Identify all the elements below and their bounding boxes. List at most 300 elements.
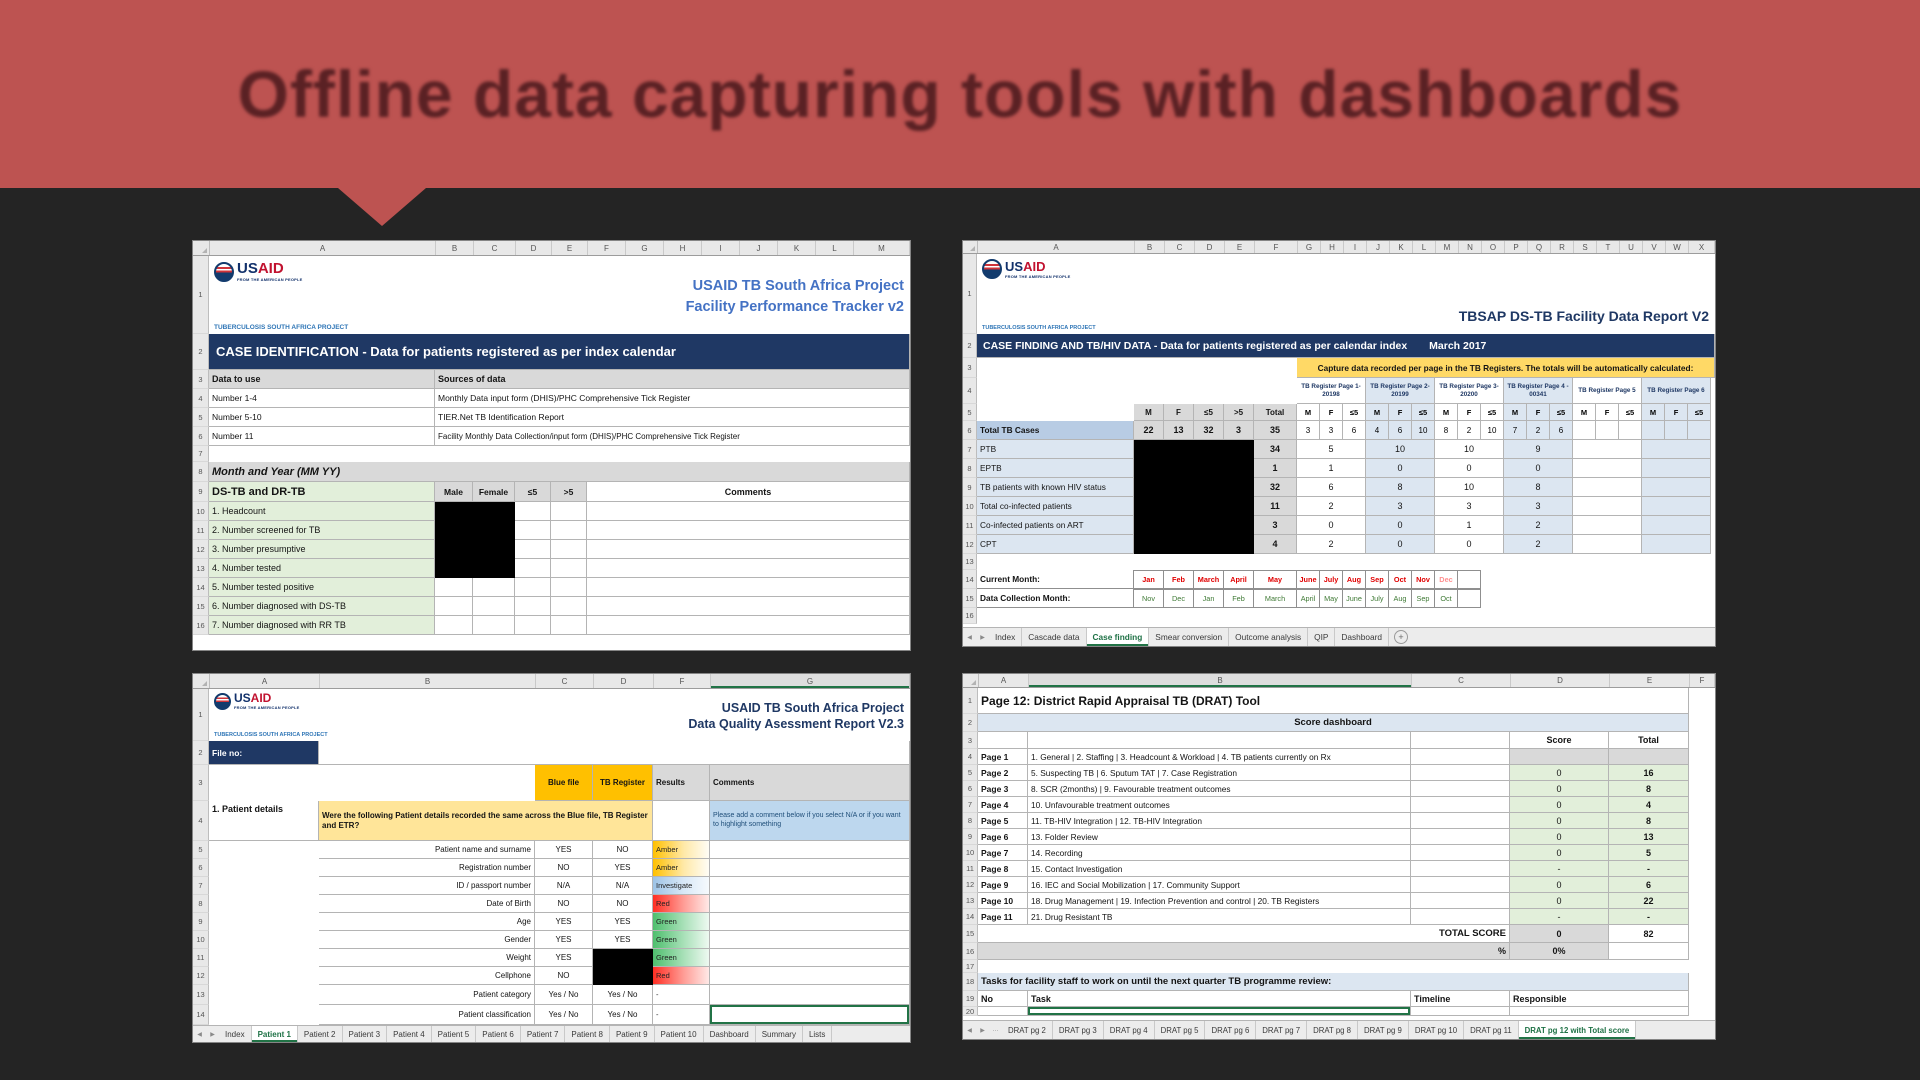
blank-cell[interactable] — [209, 859, 319, 877]
comment-cell[interactable] — [587, 597, 910, 616]
row-number[interactable]: 14 — [193, 578, 209, 597]
row-number[interactable]: 6 — [193, 859, 209, 877]
column-header[interactable]: M — [1436, 241, 1459, 253]
column-header[interactable]: L — [816, 241, 854, 255]
sub-column-header[interactable]: M — [1297, 404, 1320, 421]
row-number[interactable]: 8 — [193, 462, 209, 482]
total-score-label[interactable]: TOTAL SCORE — [978, 925, 1510, 943]
row-number[interactable]: 11 — [193, 949, 209, 967]
page-value-cell[interactable]: 10 — [1435, 478, 1504, 497]
value-cell[interactable] — [551, 521, 587, 540]
column-header[interactable]: A — [978, 241, 1135, 253]
blank-cell[interactable] — [209, 446, 910, 462]
total-cell[interactable]: 6 — [1609, 877, 1689, 893]
current-month-label[interactable]: Current Month: — [977, 570, 1134, 589]
result-cell[interactable]: Green — [653, 931, 710, 949]
sheet-tab[interactable]: DRAT pg 9 — [1358, 1021, 1409, 1039]
sheet-tab[interactable]: Dashboard — [1335, 628, 1389, 646]
indicator-label[interactable]: 6. Number diagnosed with DS-TB — [209, 597, 435, 616]
row-number[interactable]: 7 — [963, 440, 977, 459]
value-cell[interactable] — [473, 597, 515, 616]
page-value-cell[interactable] — [1573, 440, 1642, 459]
column-header[interactable]: A — [210, 674, 320, 688]
month-cell[interactable] — [1458, 570, 1481, 589]
month-cell[interactable]: July — [1320, 570, 1343, 589]
total-cell[interactable]: 16 — [1609, 765, 1689, 781]
row-label[interactable]: EPTB — [977, 459, 1134, 478]
register-value[interactable]: N/A — [593, 877, 653, 895]
column-header[interactable]: C — [1412, 674, 1511, 687]
blue-file-value[interactable]: YES — [535, 949, 593, 967]
page-value-cell[interactable]: 8 — [1435, 421, 1458, 440]
comments-header[interactable]: Comments — [587, 482, 910, 502]
no-cell[interactable] — [978, 1007, 1028, 1016]
sheet-tab[interactable]: Patient 3 — [343, 1026, 388, 1042]
page-value-cell[interactable]: 10 — [1412, 421, 1435, 440]
page-label[interactable]: Page 6 — [978, 829, 1028, 845]
page-label[interactable]: Page 7 — [978, 845, 1028, 861]
page-label[interactable]: Page 4 — [978, 797, 1028, 813]
sheet-tab[interactable]: DRAT pg 8 — [1307, 1021, 1358, 1039]
page-value-cell[interactable] — [1596, 421, 1619, 440]
value-cell[interactable]: 32 — [1194, 421, 1224, 440]
blank-cell[interactable] — [1411, 877, 1510, 893]
result-cell[interactable]: Green — [653, 949, 710, 967]
row-number[interactable]: 16 — [193, 616, 209, 635]
value-cell[interactable] — [515, 521, 551, 540]
blank-cell[interactable] — [209, 1005, 319, 1025]
page-desc[interactable]: 14. Recording — [1028, 845, 1411, 861]
capture-note[interactable]: Capture data recorded per page in the TB Registers. The totals will be automatically calculated: — [1297, 358, 1715, 378]
column-header[interactable]: D — [1195, 241, 1225, 253]
column-header[interactable]: S — [1574, 241, 1597, 253]
comment-cell[interactable] — [710, 967, 910, 985]
comment-cell[interactable] — [710, 895, 910, 913]
value-cell[interactable] — [435, 616, 473, 635]
blue-file-value[interactable]: YES — [535, 913, 593, 931]
field-label[interactable]: Cellphone — [319, 967, 535, 985]
blank-cell[interactable] — [977, 554, 1715, 570]
column-header[interactable]: D — [1511, 674, 1610, 687]
page-value-cell[interactable]: 6 — [1343, 421, 1366, 440]
month-cell[interactable]: Dec — [1435, 570, 1458, 589]
row-number[interactable]: 4 — [963, 378, 977, 404]
sheet-tab[interactable]: DRAT pg 12 with Total score — [1519, 1021, 1637, 1039]
page-value-cell[interactable]: 8 — [1504, 478, 1573, 497]
row-number[interactable]: 15 — [193, 597, 209, 616]
section-banner[interactable] — [977, 334, 1715, 358]
score-cell[interactable]: 0 — [1510, 893, 1609, 909]
page-value-cell[interactable] — [1642, 535, 1711, 554]
number-range-cell[interactable]: Number 5-10 — [209, 408, 435, 427]
page-value-cell[interactable]: 2 — [1504, 535, 1573, 554]
gt5-header[interactable]: >5 — [551, 482, 587, 502]
page-value-cell[interactable] — [1642, 516, 1711, 535]
result-cell[interactable]: - — [653, 1005, 710, 1025]
row-number[interactable]: 19 — [963, 991, 978, 1007]
row-label[interactable]: Total TB Cases — [977, 421, 1134, 440]
page-value-cell[interactable] — [1619, 421, 1642, 440]
result-cell[interactable]: - — [653, 985, 710, 1005]
selected-comment-cell[interactable] — [710, 1005, 910, 1025]
m-header[interactable]: M — [1134, 404, 1164, 421]
page-desc[interactable]: 10. Unfavourable treatment outcomes — [1028, 797, 1411, 813]
total-cell[interactable]: - — [1609, 861, 1689, 877]
more-tabs-icon[interactable]: … — [992, 1027, 999, 1033]
row-number[interactable]: 4 — [193, 389, 209, 408]
value-cell[interactable] — [435, 597, 473, 616]
blank-cell[interactable] — [209, 931, 319, 949]
month-cell[interactable]: April — [1297, 589, 1320, 608]
page-value-cell[interactable]: 6 — [1297, 478, 1366, 497]
sheet-tab[interactable]: Patient 7 — [521, 1026, 566, 1042]
page-value-cell[interactable]: 2 — [1527, 421, 1550, 440]
page-value-cell[interactable]: 3 — [1504, 497, 1573, 516]
column-header[interactable]: C — [536, 674, 594, 688]
value-cell[interactable] — [473, 616, 515, 635]
indicator-label[interactable]: 5. Number tested positive — [209, 578, 435, 597]
score-cell[interactable]: 0 — [1510, 781, 1609, 797]
total-cell[interactable]: 4 — [1609, 797, 1689, 813]
sub-column-header[interactable]: F — [1665, 404, 1688, 421]
column-header[interactable]: E — [1225, 241, 1255, 253]
field-label[interactable]: Patient name and surname — [319, 841, 535, 859]
column-header[interactable]: Q — [1528, 241, 1551, 253]
row-number[interactable]: 9 — [193, 913, 209, 931]
select-all-corner[interactable] — [193, 241, 210, 255]
gt5-header[interactable]: >5 — [1224, 404, 1254, 421]
column-header[interactable]: X — [1689, 241, 1715, 253]
column-header[interactable]: F — [1690, 674, 1715, 687]
row-number[interactable]: 10 — [193, 502, 209, 521]
month-cell[interactable]: May — [1254, 570, 1297, 589]
sub-column-header[interactable]: ≤5 — [1619, 404, 1642, 421]
comment-cell[interactable] — [587, 559, 910, 578]
row-number[interactable]: 14 — [963, 570, 977, 589]
result-cell[interactable]: Amber — [653, 841, 710, 859]
page-value-cell[interactable]: 6 — [1550, 421, 1573, 440]
blank-cell[interactable] — [209, 895, 319, 913]
row-number[interactable]: 6 — [963, 781, 978, 797]
blank-cell[interactable] — [209, 877, 319, 895]
blue-file-value[interactable]: YES — [535, 841, 593, 859]
page-value-cell[interactable]: 1 — [1297, 459, 1366, 478]
page-value-cell[interactable] — [1573, 421, 1596, 440]
register-value[interactable]: YES — [593, 931, 653, 949]
value-cell[interactable] — [551, 540, 587, 559]
page-value-cell[interactable]: 2 — [1297, 535, 1366, 554]
month-cell[interactable]: Nov — [1134, 589, 1164, 608]
page-value-cell[interactable] — [1642, 440, 1711, 459]
tab-nav-right-icon[interactable]: ▶ — [210, 1031, 215, 1038]
value-cell[interactable] — [515, 597, 551, 616]
row-number[interactable]: 5 — [193, 841, 209, 859]
page-value-cell[interactable] — [1642, 478, 1711, 497]
indicator-label[interactable]: 2. Number screened for TB — [209, 521, 435, 540]
total-score-value[interactable]: 0 — [1510, 925, 1609, 943]
comment-note[interactable]: Please add a comment below if you select N/A or if you want to highlight something — [710, 801, 910, 841]
month-cell[interactable]: April — [1224, 570, 1254, 589]
row-number[interactable]: 2 — [963, 714, 978, 732]
score-cell[interactable]: 0 — [1510, 813, 1609, 829]
row-number[interactable]: 4 — [963, 749, 978, 765]
page-desc[interactable]: 21. Drug Resistant TB — [1028, 909, 1411, 925]
number-range-cell[interactable]: Number 1-4 — [209, 389, 435, 408]
blank-cell[interactable] — [209, 985, 319, 1005]
indicator-label[interactable]: 7. Number diagnosed with RR TB — [209, 616, 435, 635]
sheet-tab[interactable]: Smear conversion — [1149, 628, 1229, 646]
blank-cell[interactable] — [1411, 781, 1510, 797]
row-number[interactable]: 11 — [963, 516, 977, 535]
tab-nav-left-icon[interactable]: ◀ — [967, 1027, 972, 1034]
sub-column-header[interactable]: F — [1527, 404, 1550, 421]
column-header[interactable]: C — [474, 241, 516, 255]
sub-column-header[interactable]: M — [1435, 404, 1458, 421]
value-cell[interactable]: 22 — [1134, 421, 1164, 440]
score-cell[interactable]: 0 — [1510, 877, 1609, 893]
sub-column-header[interactable]: ≤5 — [1688, 404, 1711, 421]
indicator-label[interactable]: 4. Number tested — [209, 559, 435, 578]
row-number[interactable]: 15 — [963, 589, 977, 608]
page-value-cell[interactable]: 0 — [1366, 459, 1435, 478]
blank-cell[interactable] — [209, 967, 319, 985]
page-value-cell[interactable] — [1573, 459, 1642, 478]
sheet-tab[interactable]: DRAT pg 5 — [1155, 1021, 1206, 1039]
responsible-header[interactable]: Responsible — [1510, 991, 1689, 1007]
column-header[interactable]: I — [702, 241, 740, 255]
result-cell[interactable]: Investigate — [653, 877, 710, 895]
row-number[interactable]: 10 — [963, 497, 977, 516]
sheet-tab[interactable]: DRAT pg 6 — [1205, 1021, 1256, 1039]
row-number[interactable]: 7 — [193, 877, 209, 895]
sheet-tab[interactable]: Outcome analysis — [1229, 628, 1308, 646]
blue-file-value[interactable]: NO — [535, 895, 593, 913]
row-number[interactable]: 4 — [193, 801, 209, 841]
row-number[interactable]: 2 — [963, 334, 977, 358]
page-desc[interactable]: 18. Drug Management | 19. Infection Prevention and control | 20. TB Registers — [1028, 893, 1411, 909]
question-cell[interactable]: Were the following Patient details recorded the same across the Blue file, TB Register and ETR? — [319, 801, 653, 841]
column-header[interactable]: L — [1413, 241, 1436, 253]
register-value[interactable]: NO — [593, 895, 653, 913]
timeline-header[interactable]: Timeline — [1411, 991, 1510, 1007]
month-cell[interactable]: Feb — [1224, 589, 1254, 608]
column-header[interactable]: D — [516, 241, 552, 255]
file-no-label[interactable]: File no: — [209, 741, 319, 765]
value-cell[interactable] — [515, 540, 551, 559]
column-header[interactable]: U — [1620, 241, 1643, 253]
page-value-cell[interactable] — [1665, 421, 1688, 440]
blank-cell[interactable] — [978, 732, 1028, 749]
month-year-cell[interactable]: Month and Year (MM YY) — [209, 462, 910, 482]
sheet-tab[interactable]: Patient 10 — [655, 1026, 704, 1042]
row-number[interactable]: 5 — [193, 408, 209, 427]
row-number[interactable]: 7 — [963, 797, 978, 813]
row-label[interactable]: CPT — [977, 535, 1134, 554]
row-label[interactable]: Total co-infected patients — [977, 497, 1134, 516]
row-number[interactable]: 2 — [193, 741, 209, 765]
blank-cell[interactable] — [1411, 813, 1510, 829]
column-header[interactable]: F — [588, 241, 626, 255]
page-value-cell[interactable] — [1573, 516, 1642, 535]
source-cell[interactable]: Facility Monthly Data Collection/input form (DHIS)/PHC Comprehensive Tick Register — [435, 427, 910, 446]
month-cell[interactable]: June — [1297, 570, 1320, 589]
page-value-cell[interactable]: 1 — [1435, 516, 1504, 535]
column-header[interactable]: B — [320, 674, 536, 688]
sub-column-header[interactable]: ≤5 — [1550, 404, 1573, 421]
column-header[interactable]: P — [1505, 241, 1528, 253]
register-value[interactable]: YES — [593, 913, 653, 931]
row-number[interactable]: 3 — [193, 370, 209, 389]
blank-cell[interactable] — [1609, 943, 1689, 960]
sub-column-header[interactable]: F — [1596, 404, 1619, 421]
page-label[interactable]: Page 10 — [978, 893, 1028, 909]
row-number[interactable]: 11 — [963, 861, 978, 877]
blank-cell[interactable] — [209, 765, 535, 801]
sheet-tab[interactable]: Summary — [756, 1026, 803, 1042]
column-header[interactable]: V — [1643, 241, 1666, 253]
row-number[interactable]: 12 — [193, 540, 209, 559]
row-number[interactable]: 12 — [193, 967, 209, 985]
register-page-header[interactable] — [1573, 378, 1642, 404]
month-cell[interactable]: Oct — [1389, 570, 1412, 589]
comment-cell[interactable] — [587, 540, 910, 559]
page-value-cell[interactable] — [1573, 497, 1642, 516]
column-header[interactable]: J — [740, 241, 778, 255]
column-header[interactable]: W — [1666, 241, 1689, 253]
month-cell[interactable]: May — [1320, 589, 1343, 608]
sheet-tab[interactable]: Index — [219, 1026, 252, 1042]
month-cell[interactable]: Feb — [1164, 570, 1194, 589]
comment-cell[interactable] — [710, 931, 910, 949]
page-value-cell[interactable]: 8 — [1366, 478, 1435, 497]
row-number[interactable]: 13 — [963, 893, 978, 909]
page-value-cell[interactable]: 2 — [1297, 497, 1366, 516]
f-header[interactable]: F — [1164, 404, 1194, 421]
month-cell[interactable]: Oct — [1435, 589, 1458, 608]
month-cell[interactable]: Sep — [1366, 570, 1389, 589]
blank-cell[interactable] — [1411, 829, 1510, 845]
page-value-cell[interactable]: 0 — [1435, 535, 1504, 554]
column-header[interactable]: F — [1255, 241, 1298, 253]
file-no-value[interactable] — [319, 741, 910, 765]
row-number[interactable]: 12 — [963, 535, 977, 554]
total-cell[interactable]: 8 — [1609, 781, 1689, 797]
comment-cell[interactable] — [710, 985, 910, 1005]
total-cell[interactable]: 22 — [1609, 893, 1689, 909]
sheet-tab[interactable]: Patient 6 — [476, 1026, 521, 1042]
score-cell[interactable]: 0 — [1510, 765, 1609, 781]
comment-cell[interactable] — [587, 578, 910, 597]
result-cell[interactable] — [653, 801, 710, 841]
page-desc[interactable]: 5. Suspecting TB | 6. Sputum TAT | 7. Case Registration — [1028, 765, 1411, 781]
row-number[interactable]: 17 — [963, 960, 978, 973]
month-cell[interactable]: Nov — [1412, 570, 1435, 589]
month-cell[interactable]: Jan — [1194, 589, 1224, 608]
register-page-header[interactable] — [1297, 378, 1366, 404]
total-cell[interactable]: 32 — [1254, 478, 1297, 497]
page-value-cell[interactable] — [1642, 497, 1711, 516]
blue-file-value[interactable]: N/A — [535, 877, 593, 895]
sub-column-header[interactable]: M — [1366, 404, 1389, 421]
sheet-tab[interactable]: DRAT pg 10 — [1409, 1021, 1464, 1039]
collection-month-label[interactable]: Data Collection Month: — [977, 589, 1134, 608]
sheet-tab[interactable]: QIP — [1308, 628, 1335, 646]
total-cell[interactable]: 4 — [1254, 535, 1297, 554]
total-cell[interactable]: 8 — [1609, 813, 1689, 829]
tab-nav-left-icon[interactable]: ◀ — [197, 1031, 202, 1038]
result-cell[interactable]: Green — [653, 913, 710, 931]
month-cell[interactable]: June — [1343, 589, 1366, 608]
sub-column-header[interactable]: F — [1389, 404, 1412, 421]
page-value-cell[interactable] — [1642, 421, 1665, 440]
result-cell[interactable]: Red — [653, 967, 710, 985]
value-cell[interactable]: 13 — [1164, 421, 1194, 440]
value-cell[interactable] — [473, 578, 515, 597]
page-label[interactable]: Page 2 — [978, 765, 1028, 781]
sub-column-header[interactable]: M — [1642, 404, 1665, 421]
page-label[interactable]: Page 3 — [978, 781, 1028, 797]
blue-file-value[interactable]: Yes / No — [535, 985, 593, 1005]
sub-column-header[interactable]: ≤5 — [1481, 404, 1504, 421]
column-header[interactable]: G — [1298, 241, 1321, 253]
page-label[interactable]: Page 1 — [978, 749, 1028, 765]
tab-nav-right-icon[interactable]: ▶ — [980, 634, 985, 641]
timeline-cell[interactable] — [1411, 1007, 1510, 1016]
dstb-drtb-header[interactable]: DS-TB and DR-TB — [209, 482, 435, 502]
field-label[interactable]: Age — [319, 913, 535, 931]
column-header[interactable]: D — [594, 674, 654, 688]
page-label[interactable]: Page 9 — [978, 877, 1028, 893]
row-number[interactable]: 13 — [963, 554, 977, 570]
month-cell[interactable] — [1458, 589, 1481, 608]
row-number[interactable]: 5 — [963, 404, 977, 421]
blank-cell[interactable] — [977, 404, 1134, 421]
select-all-corner[interactable] — [963, 241, 978, 253]
total-cell[interactable]: 11 — [1254, 497, 1297, 516]
total-cell[interactable]: 5 — [1609, 845, 1689, 861]
page-value-cell[interactable]: 0 — [1504, 459, 1573, 478]
column-header[interactable]: G — [626, 241, 664, 255]
row-number[interactable]: 1 — [193, 256, 209, 334]
row-number[interactable]: 9 — [963, 478, 977, 497]
blank-cell[interactable] — [1411, 765, 1510, 781]
blue-file-value[interactable]: NO — [535, 859, 593, 877]
score-cell[interactable]: - — [1510, 909, 1609, 925]
month-cell[interactable]: Aug — [1343, 570, 1366, 589]
page-value-cell[interactable]: 2 — [1458, 421, 1481, 440]
blank-cell[interactable] — [209, 913, 319, 931]
field-label[interactable]: Patient classification — [319, 1005, 535, 1025]
column-header[interactable]: A — [979, 674, 1029, 687]
percent-label[interactable]: % — [978, 943, 1510, 960]
row-number[interactable]: 12 — [963, 877, 978, 893]
add-sheet-icon[interactable]: + — [1394, 630, 1408, 644]
score-cell[interactable]: 0 — [1510, 797, 1609, 813]
blank-cell[interactable] — [978, 960, 1715, 973]
comment-cell[interactable] — [587, 616, 910, 635]
page-title[interactable]: Page 12: District Rapid Appraisal TB (DRAT) Tool — [978, 688, 1689, 714]
field-label[interactable]: Registration number — [319, 859, 535, 877]
page-value-cell[interactable]: 3 — [1320, 421, 1343, 440]
page-label[interactable]: Page 8 — [978, 861, 1028, 877]
le5-header[interactable]: ≤5 — [1194, 404, 1224, 421]
female-header[interactable]: Female — [473, 482, 515, 502]
column-header[interactable]: B — [1029, 674, 1412, 687]
month-cell[interactable]: July — [1366, 589, 1389, 608]
blue-file-header[interactable]: Blue file — [535, 765, 593, 801]
sheet-tab[interactable]: DRAT pg 3 — [1053, 1021, 1104, 1039]
row-number[interactable]: 15 — [963, 925, 978, 943]
